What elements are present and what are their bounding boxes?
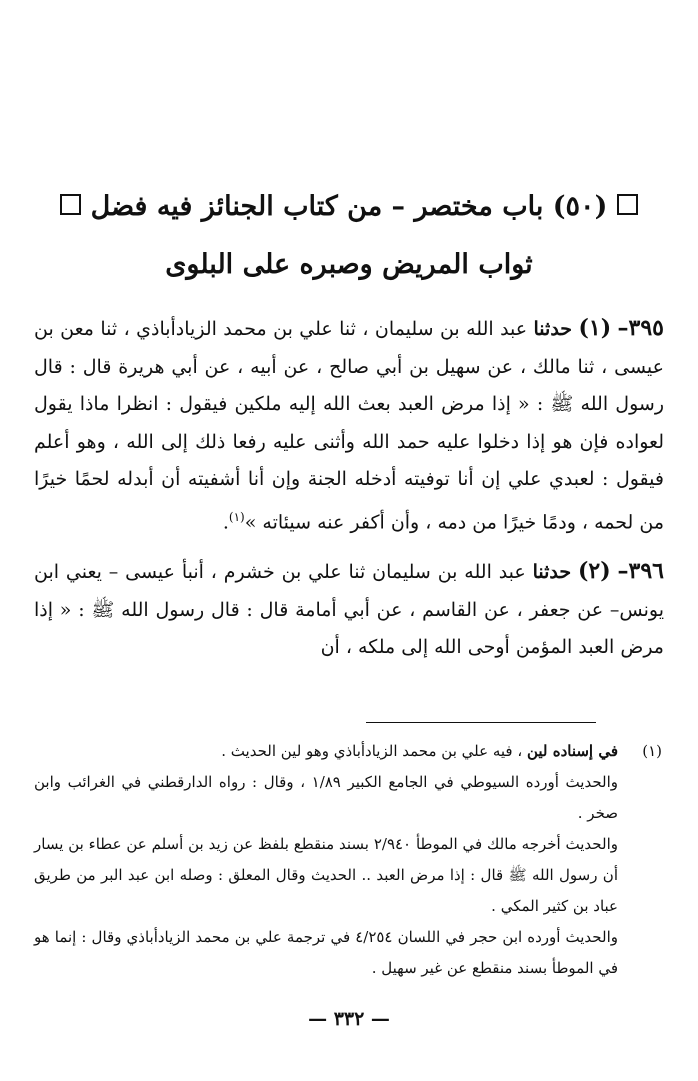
hadith-lead: حدثنا: [533, 318, 573, 340]
page-number: — ٣٣٢ —: [308, 1008, 390, 1030]
footnote-1-line-1: [34, 736, 662, 767]
hadith-lead: حدثنا: [532, 561, 572, 584]
hadith-text: عبد الله بن سليمان ثنا علي بن خشرم ، أنبأ عيسى – يعني ابن يونس– عن جعفر ، عن القاسم ، عن أبي أمامة قال : قال رسول الله ﷺ : « إذا مرض العبد المؤمن أوحى الله إلى ملكه ، أن: [34, 561, 664, 659]
footnote-paragraph-4: والحديث أورده ابن حجر في اللسان ٤/٢٥٤ في ترجمة علي بن محمد الزيادأباذي وقال : إنما هو في الموطأ بسند منقطع عن غير سهيل .: [34, 928, 618, 977]
hadith-index: (٢): [578, 558, 611, 585]
footnote-divider: [366, 722, 596, 723]
hadith-395: [34, 310, 664, 541]
chapter-heading-line-1: (٥٠) باب مختصر – من كتاب الجنائز فيه فضل: [40, 178, 658, 236]
hadith-index: (١): [578, 315, 612, 341]
footnote-text: ، فيه علي بن محمد الزيادأباذي وهو لين الحديث .: [221, 742, 523, 760]
hadith-number: ٣٩٦–: [617, 558, 664, 585]
footnote-bold-lead: في إسناده لين: [526, 742, 618, 760]
square-ornament-icon: [617, 194, 638, 215]
main-text: [34, 310, 664, 667]
footnote-paragraph-3: والحديث أخرجه مالك في الموطأ ٢/٩٤٠ بسند منقطع بلفظ عن زيد بن أسلم عن عطاء بن يسار أن رسول الله ﷺ قال : إذا مرض العبد .. الحديث وقال المعلق : وصله ابن عبد البر من طريق عباد بن كثير المكي .: [34, 835, 618, 915]
hadith-number: ٣٩٥–: [617, 315, 664, 341]
footnote-mark: (١): [642, 742, 662, 760]
chapter-heading-line-2: ثواب المريض وصبره على البلوى: [165, 249, 533, 280]
footnotes: [34, 736, 662, 984]
hadith-end: .: [222, 510, 229, 533]
chapter-heading: [40, 178, 658, 294]
footnote-reference[interactable]: (١): [228, 509, 245, 524]
footnote-paragraph-2: والحديث أورده السيوطي في الجامع الكبير ١/٨٩ ، وقال : رواه الدارقطني في الغرائب وابن صخر .: [34, 773, 618, 822]
hadith-text: عبد الله بن سليمان ، ثنا علي بن محمد الزيادأباذي ، ثنا معن بن عيسى ، ثنا مالك ، عن سهيل بن أبي صالح ، عن أبيه ، عن أبي هريرة قال : قال رسول الله ﷺ : « إذا مرض العبد بعث الله إليه ملكين فيقول : انظرا ماذا يقول لعواده فإن هو إذا دخلوا عليه حمد الله وأثنى عليه رفعا ذلك إلى الله ، وهو أعلم فيقول : لعبدي علي إن أنا توفيته أدخله الجنة وإن أنا أشفيته أن أبدله لحمًا خيرًا من لحمه ، ودمًا خيرًا من دمه ، وأن أكفر عنه سيئاته »: [34, 318, 664, 533]
hadith-396: [34, 553, 664, 667]
square-ornament-icon: [60, 194, 81, 215]
